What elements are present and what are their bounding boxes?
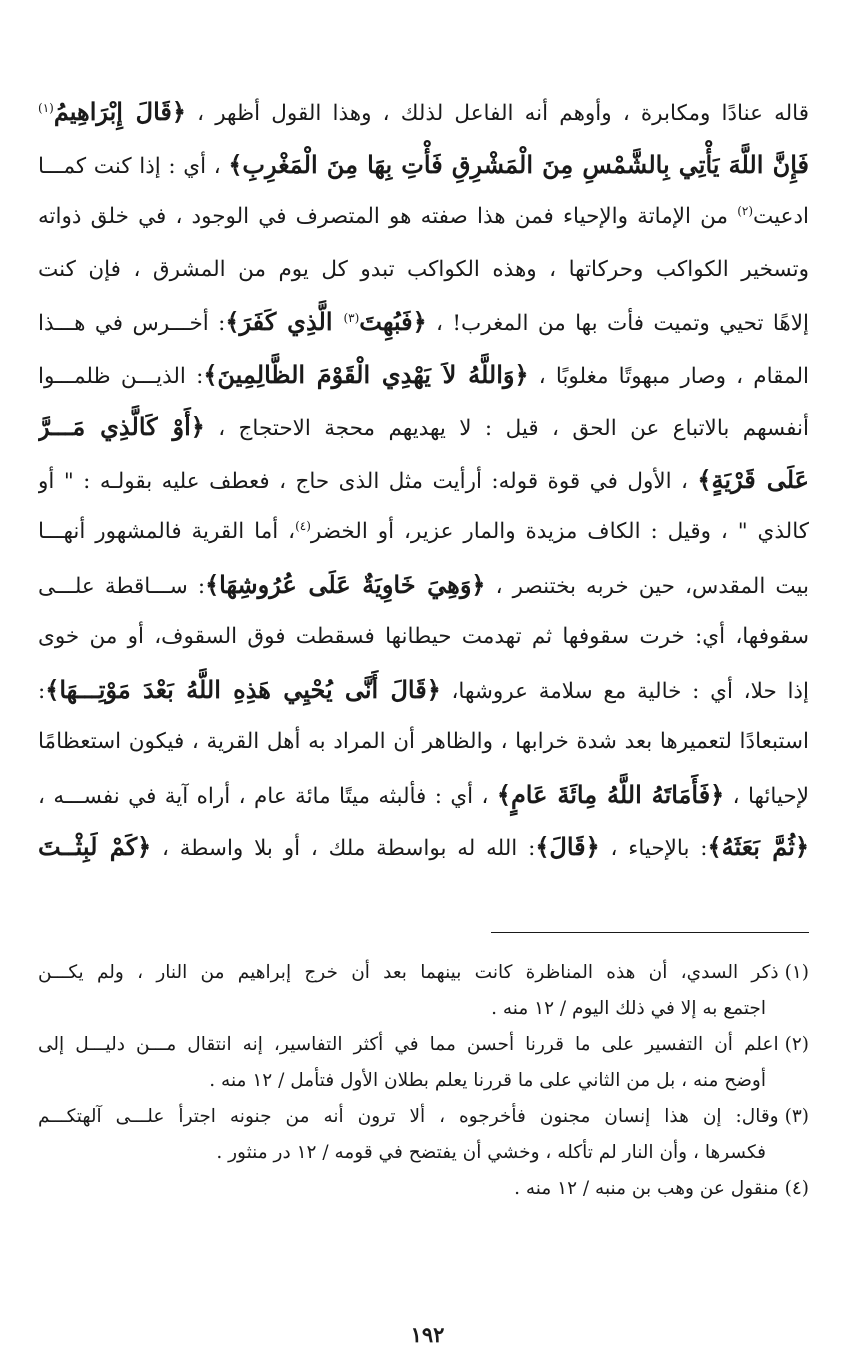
text-run: أنفسهم بالاتباع عن الحق ، قيل : لا يهديهم محجة الاحتجاج ، xyxy=(204,416,809,441)
text-run: ، أي : إذا كنت كمـــا xyxy=(38,153,229,179)
main-text xyxy=(38,86,809,874)
text-line xyxy=(38,191,809,244)
text-run: ادعيت xyxy=(753,204,809,229)
text-run: قاله عنادًا ومكابرة ، وأوهم أنه الفاعل لذلك ، وهذا القول أظهر ، xyxy=(185,101,809,126)
quran-verse: ﴿قَالَ إِبْرَاهِيمُ xyxy=(53,97,186,126)
text-line xyxy=(38,296,809,349)
footnote-ref: (٤) xyxy=(295,518,311,533)
footnote-ref: (٢) xyxy=(737,203,754,218)
quran-verse: ﴿وَهِيَ خَاوِيَةٌ عَلَى عُرُوشِهَا﴾ xyxy=(205,569,486,599)
footnote-ref: (٣) xyxy=(343,310,360,325)
text-run: : الذيـــن ظلمـــوا xyxy=(38,363,204,389)
text-run: لإحيائها ، xyxy=(724,783,809,809)
text-run: سقوفها، أي: خرت سقوفها ثم تهدمت حيطانها فسقطت فوق السقوف، أو من خوى xyxy=(38,624,809,649)
text-line xyxy=(38,769,809,822)
text-run: وتسخير الكواكب وحركاتها ، وهذه الكواكب تبدو كل يوم من المشرق ، فإن كنت xyxy=(38,256,809,282)
text-run: : الله له بواسطة ملك ، أو بلا واسطة ، xyxy=(151,836,536,861)
text-line xyxy=(38,86,809,139)
page-number: ١٩٢ xyxy=(410,1322,445,1347)
text-run: استبعادًا لتعميرها بعد شدة خرابها ، والظاهر أن المراد به أهل القرية ، فيكون استعظامًا xyxy=(38,729,809,754)
footnote-line xyxy=(38,1171,809,1207)
text-run: المقام ، وصار مبهوتًا مغلوبًا ، xyxy=(528,363,809,389)
footnote-line xyxy=(38,1027,809,1063)
footnote-line xyxy=(38,955,809,991)
footnote-line: فكسرها ، وأن النار لم تأكله ، وخشي أن يفتضح في قومه / ١٢ در منثور . xyxy=(216,1142,766,1163)
text-run: إذا حلا، أي : خالية مع سلامة عروشها، xyxy=(440,678,809,704)
text-line xyxy=(38,559,809,612)
text-line xyxy=(38,401,809,454)
text-run: من الإماتة والإحياء فمن هذا صفته هو المتصرف في الوجود ، في خلق ذواته xyxy=(38,204,738,229)
footnote xyxy=(38,1027,809,1099)
footnote xyxy=(38,1099,809,1171)
quran-verse: ﴿قَالَ﴾ xyxy=(535,832,600,861)
footnote-ref: (١) xyxy=(38,100,54,115)
footnote-text: اعلم أن التفسير على ما قررنا أحسن مما في أكثر التفاسير، إنه انتقال مـــن دليـــل إلى xyxy=(38,1034,779,1055)
footnote-number: (١) xyxy=(784,962,809,983)
footnote xyxy=(38,1171,809,1207)
text-run: : xyxy=(38,678,46,704)
text-line xyxy=(38,821,809,874)
text-run: ، الأول في قوة قوله: أرأيت مثل الذى حاج ، فعطف عليه بقولـه : " أو xyxy=(38,468,698,494)
footnote-number: (٤) xyxy=(784,1178,809,1199)
quran-verse: الَّذِي كَفَرَ﴾ xyxy=(225,307,344,336)
quran-verse: ﴿قَالَ أَنَّى يُحْيِي هَذِهِ اللَّهُ بَعْدَ مَوْتِـــهَا﴾ xyxy=(45,674,441,704)
text-run: : أخـــرس في هـــذا xyxy=(38,311,226,336)
text-line xyxy=(38,454,809,507)
text-line xyxy=(38,139,809,192)
footnote-text: وقال: إن هذا إنسان مجنون فأخرجوه ، ألا ترون أنه من جنونه اجترأ علـــى آلهتكـــم xyxy=(38,1106,779,1127)
footnote-line: اجتمع به إلا في ذلك اليوم / ١٢ منه . xyxy=(491,998,766,1019)
text-run: بيت المقدس، حين خربه بختنصر ، xyxy=(485,573,809,599)
footnote-number: (٣) xyxy=(784,1106,809,1127)
text-line xyxy=(38,716,809,769)
footnote-text: ذكر السدي، أن هذه المناظرة كانت بينهما بعد أن خرج إبراهيم من النار ، ولم يكـــن xyxy=(38,962,779,983)
text-line xyxy=(38,244,809,297)
quran-verse: ﴿كَمْ لَبِثْــتَ xyxy=(38,832,152,861)
quran-verse: ﴿ثُمَّ بَعَثَهُ﴾ xyxy=(707,832,809,861)
text-line xyxy=(38,349,809,402)
footnote-line: أوضح منه ، بل من الثاني على ما قررنا يعلم بطلان الأول فتأمل / ١٢ منه . xyxy=(209,1070,766,1091)
quran-verse: ﴿وَاللَّهُ لاَ يَهْدِي الْقَوْمَ الظَّالِمِينَ﴾ xyxy=(203,359,529,389)
footnote-text: منقول عن وهب بن منبه / ١٢ منه . xyxy=(514,1178,779,1199)
text-line xyxy=(38,506,809,559)
text-run: : ســـاقطة علـــى xyxy=(38,573,206,599)
text-line xyxy=(38,664,809,717)
footnotes xyxy=(38,955,809,1207)
footnote-separator xyxy=(491,932,809,933)
quran-verse: عَلَى قَرْيَةٍ﴾ xyxy=(697,464,809,494)
quran-verse: ﴿فَأَمَاتَهُ اللَّهُ مِائَةَ عَامٍ﴾ xyxy=(496,779,725,809)
text-run: : بالإحياء ، xyxy=(599,836,708,861)
text-run: ، أما القرية فالمشهور أنهـــا xyxy=(38,519,296,544)
text-line xyxy=(38,611,809,664)
quran-verse: ﴿فَبُهِتَ xyxy=(359,307,427,336)
text-run: إلاهًا تحيي وتميت فأت بها من المغرب! ، xyxy=(426,311,809,336)
footnote-number: (٢) xyxy=(784,1034,809,1055)
text-run: كالذي " ، وقيل : الكاف مزيدة والمار عزير، أو الخضر xyxy=(310,519,809,544)
text-run: ، أي : فألبثه ميتًا مائة عام ، أراه آية في نفســـه ، xyxy=(38,783,497,809)
footnote-line xyxy=(38,1099,809,1135)
quran-verse: ﴿أَوْ كَالَّذِي مَـــرَّ xyxy=(38,412,205,441)
footnote xyxy=(38,955,809,1027)
quran-verse: فَإِنَّ اللَّهَ يَأْتِي بِالشَّمْسِ مِنَ الْمَشْرِقِ فَأْتِ بِهَا مِنَ الْمَغْرِبِ﴾ xyxy=(228,149,809,179)
